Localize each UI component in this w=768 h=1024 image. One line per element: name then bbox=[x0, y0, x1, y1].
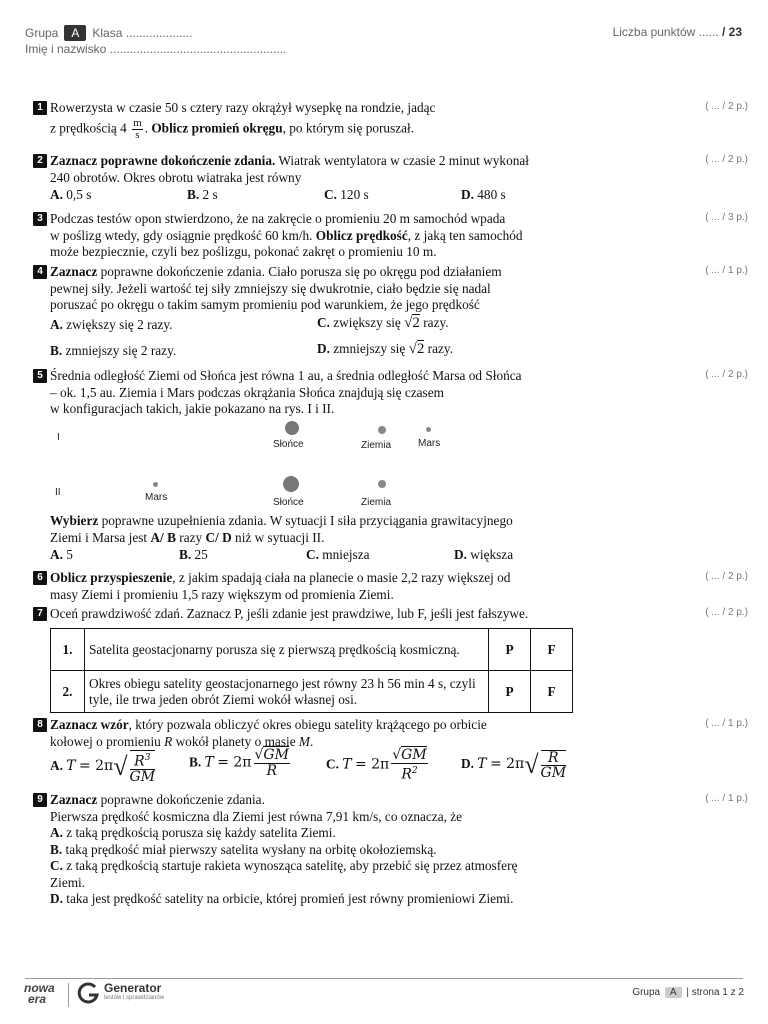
q5-text2: – ok. 1,5 au. Ziemia i Mars podczas okrążania Słońca znajdują się czasem bbox=[50, 384, 444, 400]
group-label: Grupa bbox=[25, 26, 59, 40]
generator-subtitle: testów i sprawdzianów bbox=[104, 995, 165, 1001]
denominator-exp: 2 bbox=[411, 766, 418, 776]
q8-option-c[interactable] bbox=[326, 748, 430, 783]
earth-icon bbox=[378, 426, 386, 434]
q5-text5c: niż w sytuacji II. bbox=[231, 529, 325, 545]
logo-bottom-text: era bbox=[28, 992, 47, 1006]
earth-icon bbox=[378, 480, 386, 488]
formula-eq: = 2π bbox=[78, 757, 114, 774]
option-letter: A. bbox=[50, 187, 63, 202]
sqrt-icon: √ bbox=[113, 751, 128, 781]
fraction-numerator: R bbox=[541, 751, 567, 766]
sqrt-icon: √ bbox=[254, 747, 264, 763]
option-letter: B. bbox=[179, 547, 192, 562]
fraction-numerator bbox=[130, 751, 156, 770]
q2-option-b[interactable] bbox=[187, 187, 324, 204]
row-number-text: 1. bbox=[62, 641, 73, 657]
q4-text1: poprawne dokończenie zdania. Ciało porusza się po okręgu pod działaniem bbox=[97, 264, 502, 279]
option-letter: C. bbox=[50, 858, 63, 873]
footer-group-label: Grupa bbox=[632, 987, 661, 998]
mars-icon bbox=[426, 427, 431, 432]
option-text: 5 bbox=[66, 547, 73, 562]
sun-icon bbox=[285, 421, 299, 435]
option-text: 25 bbox=[194, 547, 208, 562]
q1-line2-a: z prędkością 4 bbox=[50, 120, 127, 136]
sqrt-icon: √2 bbox=[404, 315, 420, 331]
q5-bold2: A/ B bbox=[150, 529, 176, 545]
fraction-numerator bbox=[254, 748, 290, 764]
denominator-base: R bbox=[401, 766, 412, 783]
q3-text3: może bezpiecznie, czyli bez poślizgu, pokonać zakręt o promieniu 10 m. bbox=[50, 244, 437, 259]
true-option[interactable] bbox=[489, 629, 531, 671]
q2-text2: 240 obrotów. Okres obrotu wiatraka jest równy bbox=[50, 169, 302, 185]
q5-option-b[interactable] bbox=[179, 547, 306, 564]
mars-icon bbox=[153, 482, 158, 487]
q8-option-a[interactable] bbox=[50, 750, 157, 784]
sqrt-icon: √ bbox=[524, 750, 539, 779]
option-letter: C. bbox=[326, 756, 339, 772]
q4-text2: pewnej siły. Jeżeli wartość tej siły zmniejszy się dwukrotnie, ciało będzie się nadal bbox=[50, 280, 491, 296]
q3-text2a: w poślizg wtedy, gdy osiągnie prędkość 60 km/h. bbox=[50, 227, 316, 243]
option-letter: A. bbox=[50, 757, 63, 773]
formula-t: T bbox=[204, 754, 214, 771]
option-text: większa bbox=[470, 547, 514, 562]
logo-top-text: nowa bbox=[24, 981, 55, 995]
true-false-table bbox=[50, 628, 573, 713]
q3-bold: Oblicz prędkość bbox=[315, 227, 408, 243]
mars-label: Mars bbox=[418, 438, 441, 449]
option-text: 480 s bbox=[477, 187, 506, 202]
false-label: F bbox=[547, 683, 556, 699]
q8-points: ( ... / 1 p.) bbox=[705, 718, 748, 729]
option-text: razy. bbox=[427, 341, 454, 356]
fraction-denominator bbox=[391, 764, 427, 783]
q5-option-d[interactable] bbox=[454, 547, 513, 564]
formula-t: T bbox=[342, 756, 352, 773]
q4-option-d[interactable] bbox=[317, 341, 453, 358]
q9-bold: Zaznacz bbox=[50, 792, 98, 807]
q8-text2c: . bbox=[310, 733, 314, 749]
numerator-gm: GM bbox=[401, 747, 427, 763]
option-text: mniejsza bbox=[322, 547, 370, 562]
option-letter: D. bbox=[461, 187, 474, 202]
option-letter: B. bbox=[187, 187, 200, 202]
statement-cell: Satelita geostacjonarny porusza się z pierwszą prędkością kosmiczną. bbox=[85, 629, 489, 671]
option-text: zwiększy się 2 razy. bbox=[66, 317, 173, 332]
question-9 bbox=[33, 792, 593, 908]
table-row bbox=[51, 671, 573, 713]
option-text: taką prędkość miał pierwszy satelita wysłany na orbitę okołoziemską. bbox=[65, 841, 437, 857]
option-text: 2 s bbox=[202, 187, 218, 202]
unit-denominator: s bbox=[135, 128, 140, 141]
q6-text2: masy Ziemi i promieniu 1,5 razy większym od promienia Ziemi. bbox=[50, 586, 394, 602]
figure-row-label: II bbox=[55, 487, 61, 498]
sqrt-icon: √ bbox=[392, 747, 402, 763]
question-number: 1 bbox=[33, 101, 47, 115]
points-summary bbox=[613, 25, 742, 39]
question-5 bbox=[33, 368, 583, 418]
q5-text5a: Ziemi i Marsa jest bbox=[50, 529, 151, 545]
fraction-numerator bbox=[391, 748, 427, 764]
option-letter: B. bbox=[189, 754, 202, 770]
q7-text: Oceń prawdziwość zdań. Zaznacz P, jeśli zdanie jest prawdziwe, lub F, jeśli jest fałszywe. bbox=[50, 606, 529, 621]
true-label: P bbox=[505, 641, 514, 657]
unit-numerator: m bbox=[133, 116, 142, 129]
q1-line1: Rowerzysta w czasie 50 s cztery razy okrążył wysepkę na rondzie, jadąc bbox=[50, 100, 436, 115]
sun-icon bbox=[283, 476, 299, 492]
q9-option-d[interactable] bbox=[33, 891, 593, 908]
name-label: Imię i nazwisko bbox=[25, 42, 107, 56]
option-text: zmniejszy się bbox=[333, 341, 406, 356]
option-letter: A. bbox=[50, 825, 63, 840]
question-6 bbox=[33, 570, 583, 603]
footer-group-badge: A bbox=[665, 987, 682, 998]
q8-text1: , który pozwala obliczyć okres obiegu satelity krążącego po orbicie bbox=[128, 717, 487, 732]
question-2 bbox=[33, 153, 583, 204]
question-3 bbox=[33, 211, 583, 261]
false-option[interactable] bbox=[531, 671, 573, 713]
q5-points: ( ... / 2 p.) bbox=[705, 369, 748, 380]
footer-page-number: | strona 1 z 2 bbox=[686, 987, 744, 998]
points-field[interactable]: ...... bbox=[698, 25, 719, 39]
q1-line2-b: . bbox=[144, 120, 152, 136]
question-number: 7 bbox=[33, 607, 47, 621]
option-text: z taką prędkością startuje rakieta wynosząca satelitę, aby przebić się przez atmosferę bbox=[66, 858, 518, 873]
footer-divider bbox=[25, 978, 743, 979]
question-5-choice bbox=[33, 513, 583, 564]
q3-text1: Podczas testów opon stwierdzono, że na zakręcie o promieniu 20 m samochód wpada bbox=[50, 211, 506, 226]
option-letter: B. bbox=[50, 841, 63, 857]
question-4 bbox=[33, 264, 583, 314]
class-field[interactable]: .................... bbox=[125, 26, 193, 40]
earth-label: Ziemia bbox=[361, 440, 392, 451]
false-label: F bbox=[547, 641, 556, 657]
true-label: P bbox=[505, 683, 514, 699]
generator-g-icon bbox=[76, 981, 100, 1005]
fraction-denominator: GM bbox=[540, 765, 567, 781]
q3-points: ( ... / 3 p.) bbox=[705, 212, 748, 223]
class-label: Klasa bbox=[92, 26, 123, 40]
q2-option-c[interactable] bbox=[324, 187, 461, 204]
sun-label: Słońce bbox=[273, 439, 304, 450]
question-number: 3 bbox=[33, 212, 47, 226]
numerator-exp: 3 bbox=[144, 753, 151, 763]
q1-points: ( ... / 2 p.) bbox=[705, 101, 748, 112]
q9-option-c-cont bbox=[33, 875, 593, 892]
name-field[interactable]: ..................................................... bbox=[109, 42, 287, 56]
sun-label: Słońce bbox=[273, 497, 304, 508]
q7-points: ( ... / 2 p.) bbox=[705, 607, 748, 618]
formula-eq: = 2π bbox=[217, 754, 252, 771]
header-group-row bbox=[25, 25, 192, 41]
option-text: razy. bbox=[423, 315, 449, 330]
q6-points: ( ... / 2 p.) bbox=[705, 571, 748, 582]
q2-bold: Zaznacz poprawne dokończenie zdania. bbox=[50, 153, 276, 168]
q5-bold3: C/ D bbox=[205, 529, 232, 545]
q9-option-c[interactable] bbox=[33, 858, 593, 875]
false-option[interactable] bbox=[531, 629, 573, 671]
q2-option-a[interactable] bbox=[50, 187, 187, 204]
logo-divider bbox=[68, 983, 69, 1007]
table-row bbox=[51, 629, 573, 671]
fraction-denominator: R bbox=[266, 763, 277, 779]
q4-points: ( ... / 1 p.) bbox=[705, 265, 748, 276]
q8-bold: Zaznacz wzór bbox=[50, 717, 129, 732]
statement-cell: Okres obiegu satelity geostacjonarnego jest równy 23 h 56 min 4 s, czyli tyle, ile trwa jeden obrót Ziemi wokół własnej osi. bbox=[85, 671, 489, 713]
q5-text3: w konfiguracjach takich, jakie pokazano na rys. I i II. bbox=[50, 401, 335, 416]
generator-title: Generator bbox=[104, 981, 162, 995]
points-label: Liczba punktów bbox=[612, 25, 696, 39]
option-letter: A. bbox=[50, 547, 63, 562]
question-number: 4 bbox=[33, 265, 47, 279]
q6-bold: Oblicz przyspieszenie bbox=[50, 570, 173, 585]
q5-text1: Średnia odległość Ziemi od Słońca jest równa 1 au, a średnia odległość Marsa od Słońca bbox=[50, 368, 522, 383]
header-name-row bbox=[25, 42, 286, 56]
question-7 bbox=[33, 606, 593, 623]
points-total: / 23 bbox=[721, 25, 742, 39]
q4-option-a[interactable] bbox=[50, 317, 172, 333]
numerator-base: R bbox=[134, 753, 145, 770]
question-number: 5 bbox=[33, 369, 47, 383]
option-letter: D. bbox=[461, 756, 474, 772]
option-text: zmniejszy się 2 razy. bbox=[65, 343, 177, 358]
option-text: Ziemi. bbox=[50, 874, 86, 890]
nowa-era-logo bbox=[24, 983, 55, 1005]
option-text: taka jest prędkość satelity na orbicie, której promień jest równy promieniowi Ziemi. bbox=[66, 891, 514, 906]
option-letter: D. bbox=[454, 547, 467, 562]
question-number: 8 bbox=[33, 718, 47, 732]
q5-text5b: razy bbox=[175, 529, 206, 545]
q9-text2: Pierwsza prędkość kosmiczna dla Ziemi jest równa 7,91 km/s, co oznacza, że bbox=[50, 808, 463, 824]
question-number: 2 bbox=[33, 154, 47, 168]
q2-text1: Wiatrak wentylatora w czasie 2 minut wykonał bbox=[275, 153, 529, 168]
option-letter: A. bbox=[50, 317, 63, 332]
row-number bbox=[51, 629, 85, 671]
q8-option-d[interactable] bbox=[461, 750, 568, 780]
q8-option-b[interactable] bbox=[189, 748, 292, 779]
question-8 bbox=[33, 717, 583, 750]
mars-label: Mars bbox=[145, 492, 168, 503]
row-number-text: 2. bbox=[62, 683, 73, 699]
formula-eq: = 2π bbox=[354, 756, 390, 773]
footer-page-info bbox=[632, 987, 744, 998]
numerator-gm: GM bbox=[263, 747, 289, 763]
earth-label: Ziemia bbox=[361, 497, 392, 508]
q2-option-d[interactable] bbox=[461, 187, 506, 204]
q4-bold: Zaznacz bbox=[50, 264, 98, 279]
question-number: 9 bbox=[33, 793, 47, 807]
q8-var-m: M bbox=[298, 733, 310, 749]
sqrt-value: 2 bbox=[412, 315, 420, 331]
q9-points: ( ... / 1 p.) bbox=[705, 793, 748, 804]
group-badge: A bbox=[64, 25, 86, 41]
question-1 bbox=[33, 100, 583, 141]
q9-option-a[interactable] bbox=[33, 825, 593, 842]
formula-eq: = 2π bbox=[489, 756, 525, 773]
formula-fraction bbox=[254, 748, 290, 779]
option-text: 120 s bbox=[340, 187, 369, 202]
option-text: z taką prędkością porusza się każdy satelita Ziemi. bbox=[66, 825, 336, 840]
q4-option-b[interactable] bbox=[50, 343, 176, 359]
q4-option-c[interactable] bbox=[317, 315, 449, 332]
formula-t: T bbox=[66, 757, 76, 774]
q5-option-a[interactable] bbox=[50, 547, 179, 564]
unit-fraction bbox=[132, 118, 143, 141]
option-letter: B. bbox=[50, 343, 63, 358]
sqrt-value: 2 bbox=[416, 341, 425, 357]
formula-fraction bbox=[391, 748, 427, 783]
q5-text4: poprawne uzupełnienia zdania. W sytuacji I siła przyciągania grawitacyjnego bbox=[98, 513, 513, 528]
true-option[interactable] bbox=[489, 671, 531, 713]
formula-fraction bbox=[130, 750, 156, 784]
formula-fraction bbox=[541, 750, 567, 780]
formula-t: T bbox=[477, 756, 487, 773]
q4-text3: poruszać po okręgu o takim samym promieniu pod warunkiem, że jego prędkość bbox=[50, 297, 480, 312]
row-number bbox=[51, 671, 85, 713]
q8-text2b: wokół planety o masie bbox=[172, 733, 299, 749]
option-letter: C. bbox=[317, 315, 330, 330]
q1-bold: Oblicz promień okręgu bbox=[151, 120, 283, 136]
option-letter: D. bbox=[317, 341, 330, 356]
option-letter: C. bbox=[306, 547, 319, 562]
q8-var-r: R bbox=[164, 733, 173, 749]
q5-bold: Wybierz bbox=[50, 513, 99, 528]
option-letter: C. bbox=[324, 187, 337, 202]
sqrt-icon: √2 bbox=[408, 341, 425, 357]
option-text: zwiększy się bbox=[333, 315, 401, 330]
fraction-denominator: GM bbox=[129, 768, 156, 785]
q6-text1: , z jakim spadają ciała na planecie o masie 2,2 razy większej od bbox=[172, 570, 511, 585]
q9-option-b[interactable] bbox=[33, 842, 593, 859]
q3-text2b: , z jaką ten samochód bbox=[407, 227, 523, 243]
q9-text1: poprawne dokończenie zdania. bbox=[97, 792, 265, 807]
q2-points: ( ... / 2 p.) bbox=[705, 154, 748, 165]
option-letter: D. bbox=[50, 891, 63, 906]
option-text: 0,5 s bbox=[66, 187, 92, 202]
figure-row-label: I bbox=[57, 432, 60, 443]
q5-option-c[interactable] bbox=[306, 547, 454, 564]
q1-line2-c: , po którym się poruszał. bbox=[282, 120, 415, 136]
question-number: 6 bbox=[33, 571, 47, 585]
q8-text2a: kołowej o promieniu bbox=[50, 733, 165, 749]
